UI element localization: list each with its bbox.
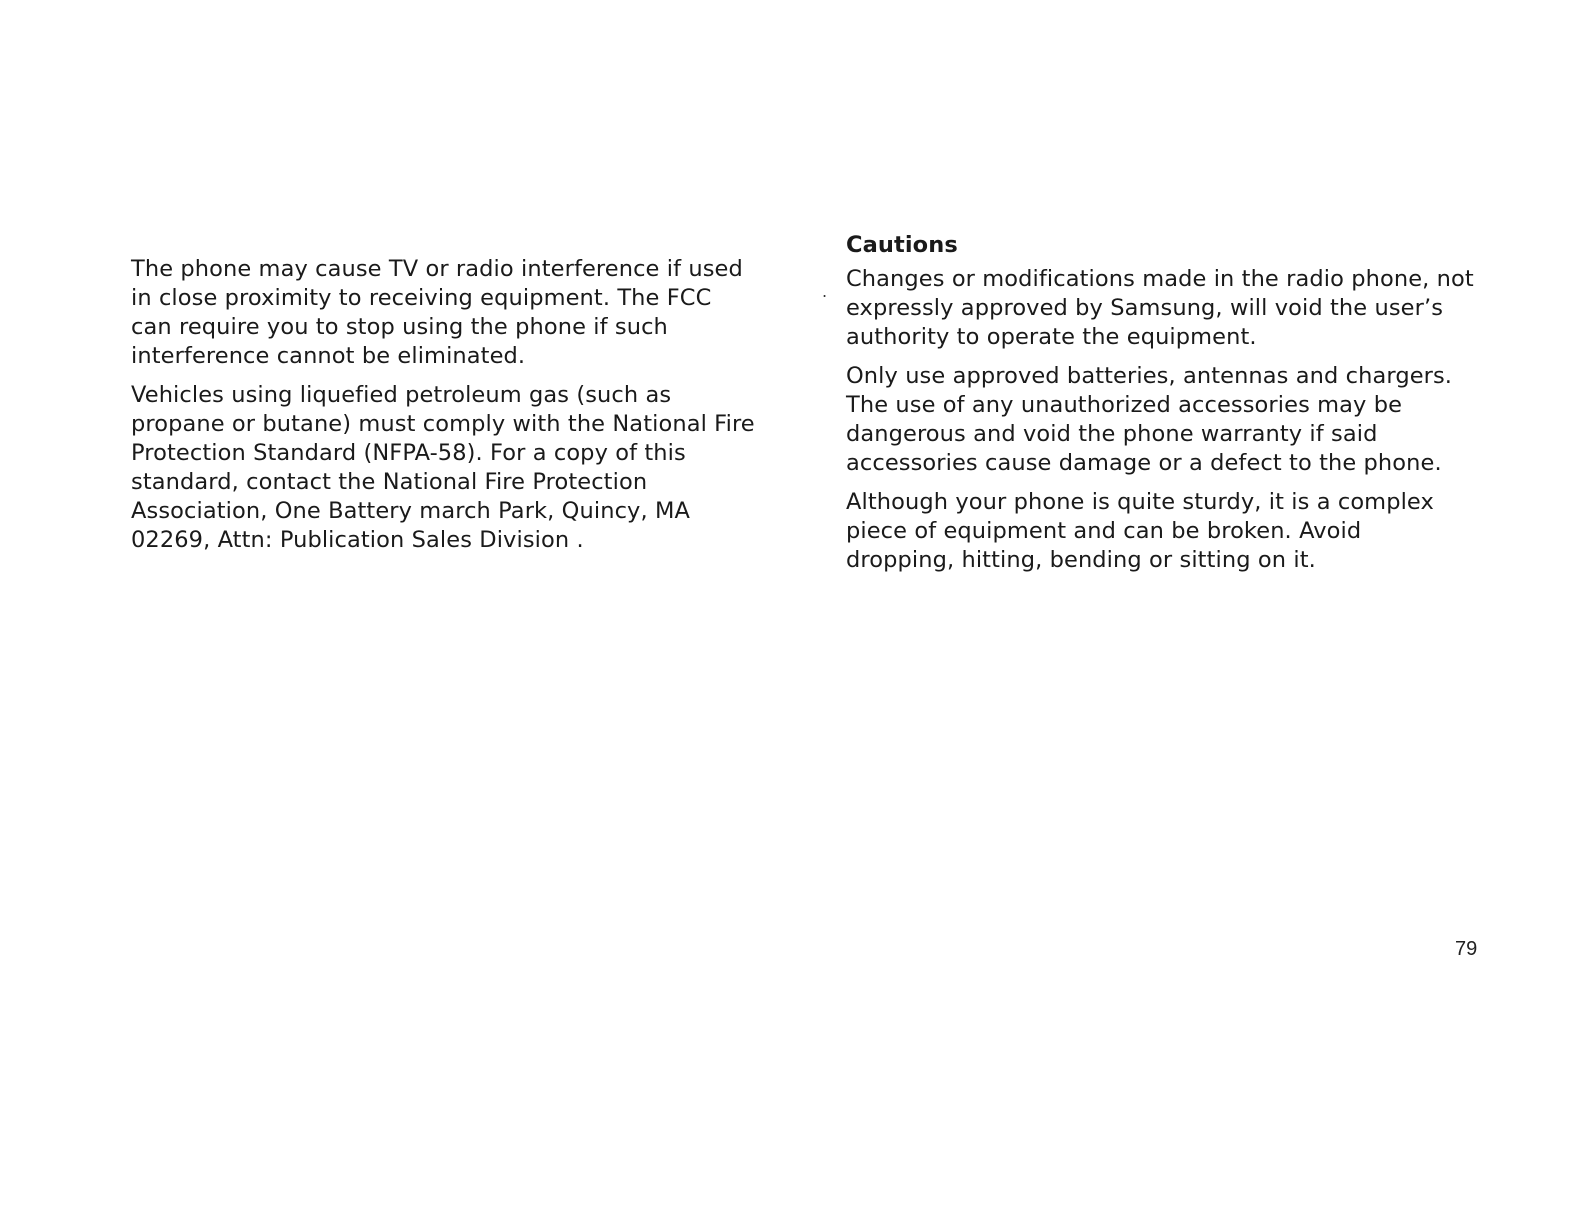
left-column — [131, 255, 781, 565]
approved-accessories-paragraph: Only use approved batteries, antennas and chargers. The use of any unauthorized accessories may be dangerous and void the phone warranty if said accessories cause damage or a defect to the phone. — [846, 363, 1453, 476]
tv-radio-interference-paragraph: The phone may cause TV or radio interference if used in close proximity to receiving equipment. The FCC can require you to stop using the phone if such interference cannot be eliminated. — [131, 256, 743, 369]
page-number: 79 — [1455, 938, 1478, 960]
lpg-vehicles-paragraph: Vehicles using liquefied petroleum gas (such as propane or butane) must comply with the National Fire Protection Standard (NFPA-58). For a copy of this standard, contact the National Fire Protection Association, One Battery march Park, Quincy, MA 02269, Attn: Publication Sales Division . — [131, 382, 755, 553]
modifications-paragraph: Changes or modifications made in the radio phone, not expressly approved by Samsung, will void the user’s authority to operate the equipment. — [846, 266, 1474, 350]
stray-mark: . — [822, 282, 828, 301]
sturdy-phone-paragraph: Although your phone is quite sturdy, it is a complex piece of equipment and can be broken. Avoid dropping, hitting, bending or sitting on it. — [846, 489, 1434, 573]
right-column — [846, 229, 1496, 585]
cautions-heading: Cautions — [846, 232, 958, 258]
